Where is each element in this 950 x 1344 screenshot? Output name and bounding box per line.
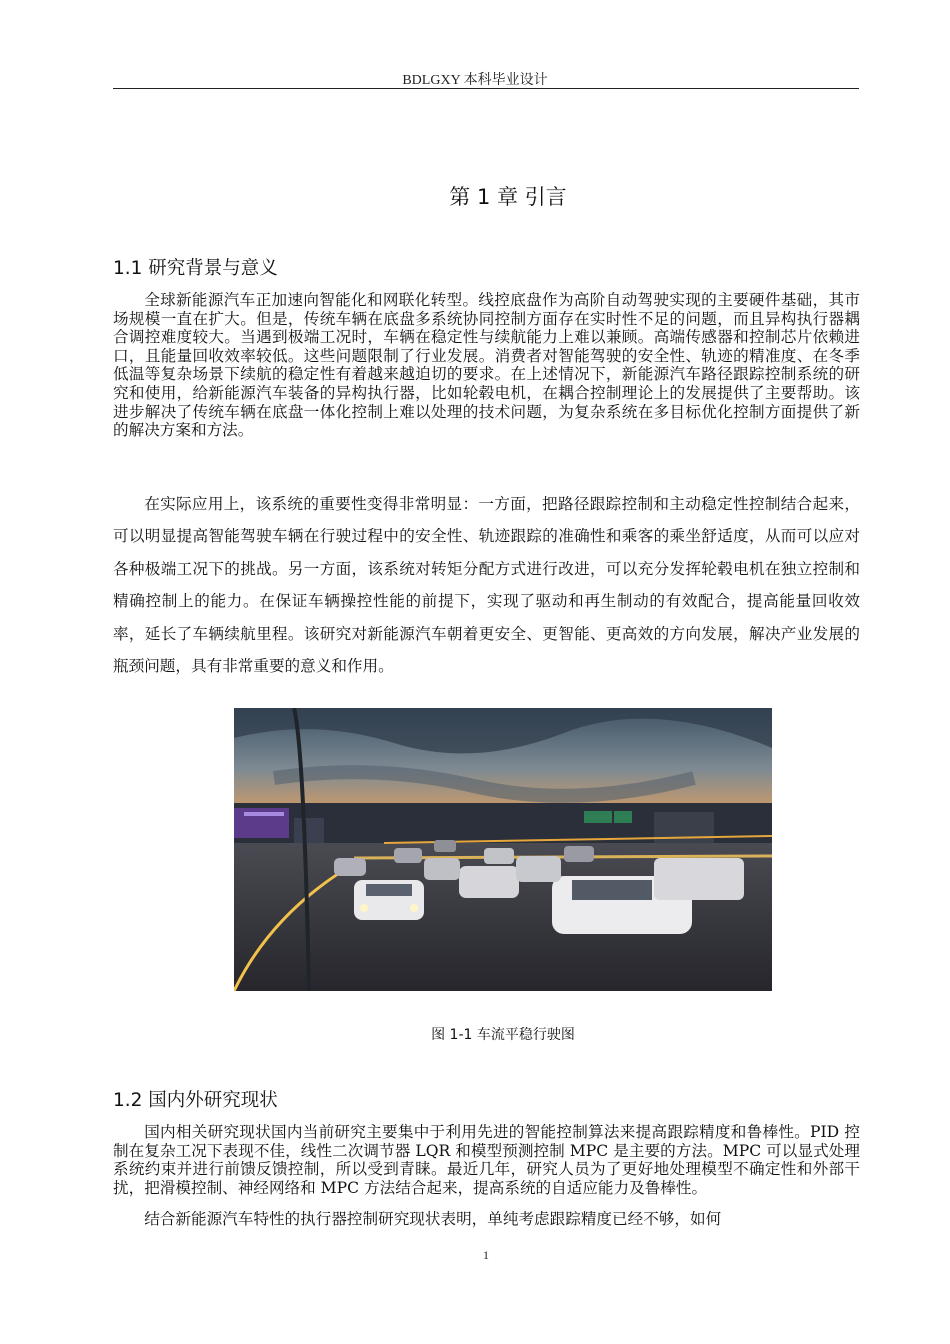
section-heading: 1.2 国内外研究现状: [113, 1090, 278, 1111]
paragraph: 全球新能源汽车正加速向智能化和网联化转型。线控底盘作为高阶自动驾驶实现的主要硬件基础，其市场规模一直在扩大。但是，传统车辆在底盘多系统协同控制方面存在实时性不足的问题，而且异构执行器耦合调控难度较大。当遇到极端工况时，车辆在稳定性与续航能力上难以兼顾。高端传感器和控制芯片依赖进口，且能量回收效率较低。这些问题限制了行业发展。消费者对智能驾驶的安全性、轨迹的精准度、在冬季低温等复杂场景下续航的稳定性有着越来越迫切的要求。在上述情况下，新能源汽车路径跟踪控制系统的研究和使用，给新能源汽车装备的异构执行器，比如轮毂电机，在耦合控制理论上的发展提供了主要帮助。该进步解决了传统车辆在底盘一体化控制上难以处理的技术问题，为复杂系统在多目标优化控制方面提供了新的解决方案和方法。: [113, 291, 860, 440]
section-heading: 1.1 研究背景与意义: [113, 258, 278, 279]
page-number: 1: [483, 1248, 489, 1262]
paragraph: 结合新能源汽车特性的执行器控制研究现状表明，单纯考虑跟踪精度已经不够，如何: [144, 1210, 722, 1228]
figure-caption: 图 1-1 车流平稳行驶图: [431, 1027, 575, 1043]
paragraph: 国内相关研究现状国内当前研究主要集中于利用先进的智能控制算法来提高跟踪精度和鲁棒性。PID 控制在复杂工况下表现不佳，线性二次调节器 LQR 和模型预测控制 MPC 是主要的方法。MPC 可以显式处理系统约束并进行前馈反馈控制，所以受到青睐。最近几年，研究人员为了更好地处理模型不确定性和外部干扰，把滑模控制、神经网络和 MPC 方法结合起来，提高系统的自适应能力及鲁棒性。: [113, 1123, 860, 1197]
header-rule: [113, 88, 859, 89]
chapter-title: 第 1 章 引言: [449, 185, 567, 209]
figure-traffic-photo: [234, 708, 772, 991]
page-header: BDLGXY 本科毕业设计: [402, 73, 548, 88]
paragraph: 在实际应用上，该系统的重要性变得非常明显：一方面，把路径跟踪控制和主动稳定性控制结合起来，可以明显提高智能驾驶车辆在行驶过程中的安全性、轨迹跟踪的准确性和乘客的乘坐舒适度，从而可以应对各种极端工况下的挑战。另一方面，该系统对转矩分配方式进行改进，可以充分发挥轮毂电机在独立控制和精确控制上的能力。在保证车辆操控性能的前提下，实现了驱动和再生制动的有效配合，提高能量回收效率，延长了车辆续航里程。该研究对新能源汽车朝着更安全、更智能、更高效的方向发展，解决产业发展的瓶颈问题，具有非常重要的意义和作用。: [113, 495, 860, 676]
